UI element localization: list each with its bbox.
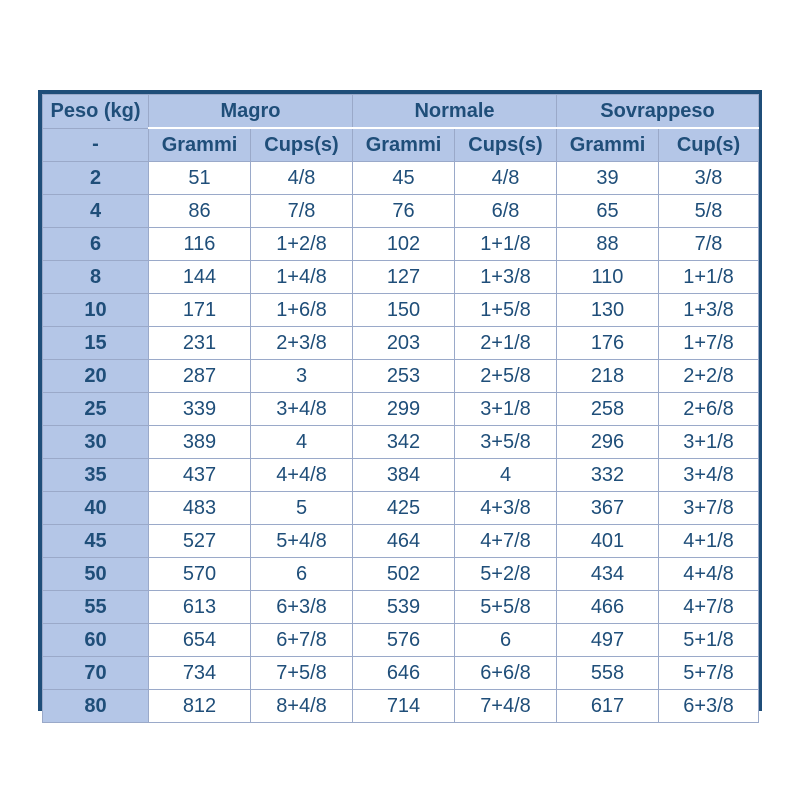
cell-normale-grammi: 502 <box>353 558 455 591</box>
cell-magro-grammi: 144 <box>149 261 251 294</box>
table-row <box>43 360 759 393</box>
cell-normale-cups: 5+5/8 <box>455 591 557 624</box>
cell-normale-cups: 3+1/8 <box>455 393 557 426</box>
cell-sovrappeso-grammi: 332 <box>557 459 659 492</box>
cell-sovrappeso-cups: 7/8 <box>659 228 759 261</box>
weight-cell: 25 <box>43 393 149 426</box>
table-row <box>43 228 759 261</box>
cell-normale-grammi: 45 <box>353 162 455 195</box>
cell-sovrappeso-grammi: 617 <box>557 690 659 723</box>
cell-normale-cups: 1+1/8 <box>455 228 557 261</box>
weight-cell: 10 <box>43 294 149 327</box>
table-row <box>43 525 759 558</box>
cell-sovrappeso-grammi: 176 <box>557 327 659 360</box>
cell-magro-grammi: 812 <box>149 690 251 723</box>
cell-magro-grammi: 389 <box>149 426 251 459</box>
cell-normale-grammi: 384 <box>353 459 455 492</box>
cell-normale-cups: 7+4/8 <box>455 690 557 723</box>
cell-magro-cups: 6+3/8 <box>251 591 353 624</box>
weight-cell: 20 <box>43 360 149 393</box>
cell-magro-cups: 7/8 <box>251 195 353 228</box>
cell-sovrappeso-grammi: 401 <box>557 525 659 558</box>
cell-normale-grammi: 464 <box>353 525 455 558</box>
table-row <box>43 591 759 624</box>
cell-magro-grammi: 231 <box>149 327 251 360</box>
table-row <box>43 327 759 360</box>
cell-sovrappeso-grammi: 296 <box>557 426 659 459</box>
cell-sovrappeso-grammi: 497 <box>557 624 659 657</box>
cell-normale-cups: 1+5/8 <box>455 294 557 327</box>
cell-sovrappeso-grammi: 558 <box>557 657 659 690</box>
table-row <box>43 657 759 690</box>
cell-normale-cups: 2+1/8 <box>455 327 557 360</box>
cell-sovrappeso-cups: 3/8 <box>659 162 759 195</box>
cell-magro-grammi: 51 <box>149 162 251 195</box>
weight-cell: 45 <box>43 525 149 558</box>
subheader-normale-cups: Cups(s) <box>455 128 557 162</box>
weight-cell: 55 <box>43 591 149 624</box>
cell-sovrappeso-cups: 1+3/8 <box>659 294 759 327</box>
weight-cell: 30 <box>43 426 149 459</box>
cell-magro-grammi: 483 <box>149 492 251 525</box>
subheader-sovrappeso-cups: Cup(s) <box>659 128 759 162</box>
weight-header: Peso (kg) <box>43 95 149 129</box>
cell-sovrappeso-grammi: 434 <box>557 558 659 591</box>
cell-normale-grammi: 150 <box>353 294 455 327</box>
cell-normale-cups: 6+6/8 <box>455 657 557 690</box>
cell-normale-grammi: 425 <box>353 492 455 525</box>
cell-sovrappeso-grammi: 110 <box>557 261 659 294</box>
cell-normale-grammi: 127 <box>353 261 455 294</box>
cell-normale-cups: 4/8 <box>455 162 557 195</box>
cell-magro-grammi: 86 <box>149 195 251 228</box>
weight-cell: 70 <box>43 657 149 690</box>
table-row <box>43 294 759 327</box>
cell-magro-grammi: 171 <box>149 294 251 327</box>
table-row <box>43 624 759 657</box>
cell-sovrappeso-cups: 5/8 <box>659 195 759 228</box>
cell-normale-grammi: 299 <box>353 393 455 426</box>
cell-magro-grammi: 613 <box>149 591 251 624</box>
table-row <box>43 195 759 228</box>
cell-normale-grammi: 76 <box>353 195 455 228</box>
cell-magro-cups: 5+4/8 <box>251 525 353 558</box>
cell-sovrappeso-cups: 6+3/8 <box>659 690 759 723</box>
feeding-table-frame <box>38 90 762 717</box>
cell-normale-cups: 5+2/8 <box>455 558 557 591</box>
cell-sovrappeso-grammi: 466 <box>557 591 659 624</box>
cell-sovrappeso-cups: 2+6/8 <box>659 393 759 426</box>
weight-cell: 40 <box>43 492 149 525</box>
cell-normale-grammi: 539 <box>353 591 455 624</box>
weight-cell: 35 <box>43 459 149 492</box>
subheader-magro-grammi: Grammi <box>149 128 251 162</box>
cell-magro-grammi: 734 <box>149 657 251 690</box>
cell-sovrappeso-cups: 5+7/8 <box>659 657 759 690</box>
cell-sovrappeso-grammi: 65 <box>557 195 659 228</box>
weight-cell: 50 <box>43 558 149 591</box>
cell-normale-cups: 1+3/8 <box>455 261 557 294</box>
cell-normale-cups: 6/8 <box>455 195 557 228</box>
cell-magro-cups: 4+4/8 <box>251 459 353 492</box>
cell-magro-cups: 8+4/8 <box>251 690 353 723</box>
table-row <box>43 393 759 426</box>
cell-sovrappeso-cups: 2+2/8 <box>659 360 759 393</box>
cell-normale-cups: 4 <box>455 459 557 492</box>
cell-sovrappeso-cups: 4+1/8 <box>659 525 759 558</box>
cell-normale-grammi: 576 <box>353 624 455 657</box>
weight-cell: 4 <box>43 195 149 228</box>
cell-normale-grammi: 714 <box>353 690 455 723</box>
cell-sovrappeso-grammi: 367 <box>557 492 659 525</box>
cell-normale-grammi: 102 <box>353 228 455 261</box>
cell-magro-cups: 1+6/8 <box>251 294 353 327</box>
weight-cell: 60 <box>43 624 149 657</box>
table-row <box>43 558 759 591</box>
table-body <box>43 162 759 723</box>
cell-sovrappeso-grammi: 88 <box>557 228 659 261</box>
cell-sovrappeso-cups: 3+4/8 <box>659 459 759 492</box>
cell-normale-grammi: 253 <box>353 360 455 393</box>
cell-normale-cups: 6 <box>455 624 557 657</box>
cell-magro-grammi: 287 <box>149 360 251 393</box>
cell-normale-cups: 4+3/8 <box>455 492 557 525</box>
cell-sovrappeso-cups: 5+1/8 <box>659 624 759 657</box>
cell-normale-grammi: 342 <box>353 426 455 459</box>
cell-magro-grammi: 437 <box>149 459 251 492</box>
cell-normale-cups: 3+5/8 <box>455 426 557 459</box>
table-row <box>43 261 759 294</box>
cell-sovrappeso-cups: 3+1/8 <box>659 426 759 459</box>
subheader-normale-grammi: Grammi <box>353 128 455 162</box>
group-header-row <box>43 95 759 129</box>
cell-sovrappeso-cups: 1+1/8 <box>659 261 759 294</box>
cell-normale-grammi: 203 <box>353 327 455 360</box>
weight-cell: 8 <box>43 261 149 294</box>
group-header-sovrappeso: Sovrappeso <box>557 95 759 129</box>
weight-subheader: - <box>43 128 149 162</box>
subheader-magro-cups: Cups(s) <box>251 128 353 162</box>
cell-sovrappeso-grammi: 39 <box>557 162 659 195</box>
cell-normale-cups: 4+7/8 <box>455 525 557 558</box>
cell-magro-cups: 3+4/8 <box>251 393 353 426</box>
cell-sovrappeso-grammi: 258 <box>557 393 659 426</box>
group-header-magro: Magro <box>149 95 353 129</box>
group-header-normale: Normale <box>353 95 557 129</box>
cell-magro-cups: 4 <box>251 426 353 459</box>
sub-header-row <box>43 128 759 162</box>
cell-magro-cups: 6+7/8 <box>251 624 353 657</box>
weight-cell: 80 <box>43 690 149 723</box>
table-row <box>43 426 759 459</box>
cell-magro-grammi: 570 <box>149 558 251 591</box>
cell-magro-grammi: 654 <box>149 624 251 657</box>
weight-cell: 2 <box>43 162 149 195</box>
cell-sovrappeso-cups: 1+7/8 <box>659 327 759 360</box>
weight-cell: 15 <box>43 327 149 360</box>
cell-magro-cups: 7+5/8 <box>251 657 353 690</box>
table-row <box>43 459 759 492</box>
cell-magro-grammi: 339 <box>149 393 251 426</box>
cell-normale-grammi: 646 <box>353 657 455 690</box>
cell-magro-cups: 5 <box>251 492 353 525</box>
cell-magro-cups: 1+2/8 <box>251 228 353 261</box>
cell-magro-grammi: 116 <box>149 228 251 261</box>
feeding-table <box>42 94 759 723</box>
table-row <box>43 690 759 723</box>
cell-sovrappeso-cups: 4+7/8 <box>659 591 759 624</box>
table-row <box>43 492 759 525</box>
cell-magro-cups: 4/8 <box>251 162 353 195</box>
cell-normale-cups: 2+5/8 <box>455 360 557 393</box>
cell-sovrappeso-cups: 4+4/8 <box>659 558 759 591</box>
cell-magro-cups: 2+3/8 <box>251 327 353 360</box>
weight-cell: 6 <box>43 228 149 261</box>
cell-magro-grammi: 527 <box>149 525 251 558</box>
subheader-sovrappeso-grammi: Grammi <box>557 128 659 162</box>
cell-magro-cups: 1+4/8 <box>251 261 353 294</box>
cell-sovrappeso-grammi: 218 <box>557 360 659 393</box>
cell-magro-cups: 3 <box>251 360 353 393</box>
cell-sovrappeso-cups: 3+7/8 <box>659 492 759 525</box>
cell-magro-cups: 6 <box>251 558 353 591</box>
cell-sovrappeso-grammi: 130 <box>557 294 659 327</box>
table-row <box>43 162 759 195</box>
